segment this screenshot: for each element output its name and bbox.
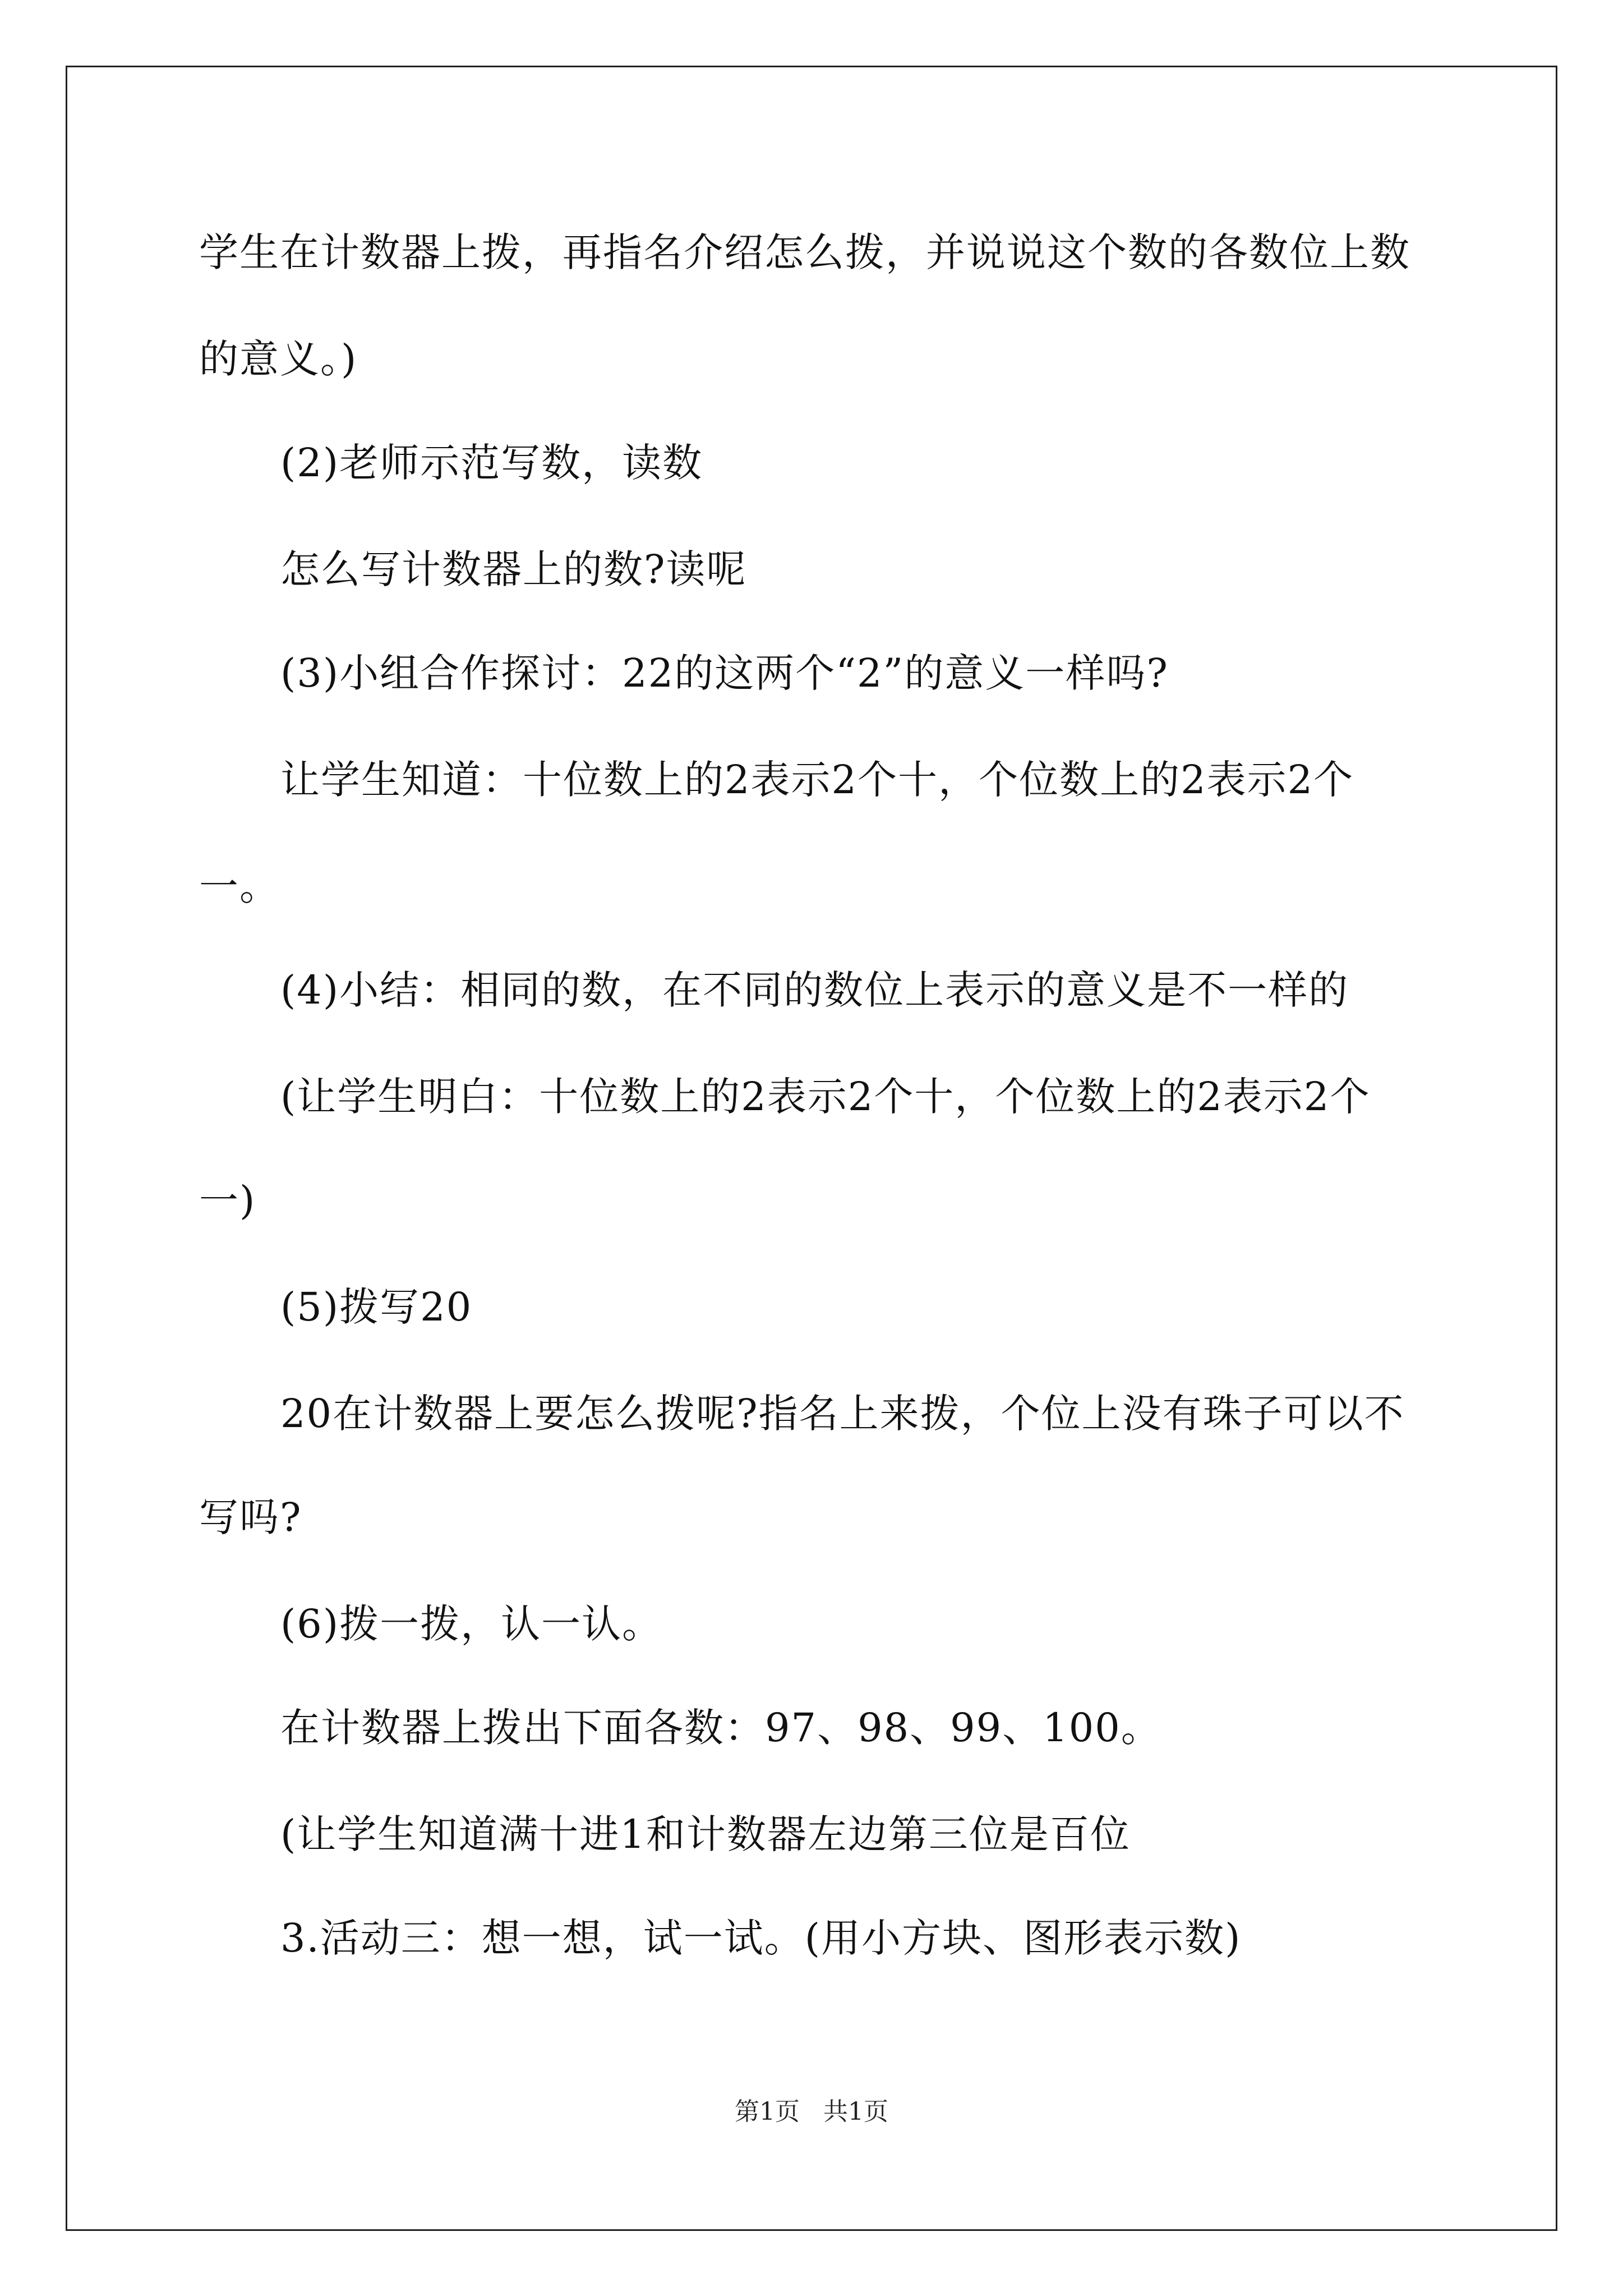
text-line: 3.活动三：想一想，试一试。(用小方块、图形表示数) <box>280 1915 1242 1961</box>
text-line: (2)老师示范写数，读数 <box>280 440 703 486</box>
text-line: 怎么写计数器上的数?读呢 <box>280 546 747 592</box>
text-line: 20在计数器上要怎么拨呢?指名上来拨，个位上没有珠子可以不 <box>280 1391 1405 1437</box>
text-line: (让学生明白：十位数上的2表示2个十，个位数上的2表示2个 <box>280 1074 1371 1120</box>
text-line: (3)小组合作探讨：22的这两个“2”的意义一样吗? <box>280 650 1169 696</box>
text-line: 一) <box>199 1177 256 1223</box>
text-line: (4)小结：相同的数，在不同的数位上表示的意义是不一样的 <box>280 967 1349 1013</box>
text-line: 学生在计数器上拨，再指名介绍怎么拨，并说说这个数的各数位上数 <box>199 229 1410 275</box>
page-border <box>66 66 1557 2231</box>
text-line: (让学生知道满十进1和计数器左边第三位是百位 <box>280 1811 1131 1857</box>
text-line: 让学生知道：十位数上的2表示2个十，个位数上的2表示2个 <box>280 757 1354 803</box>
text-line: 的意义。) <box>199 336 358 382</box>
text-line: (5)拨写20 <box>280 1284 473 1330</box>
page-number-footer: 第1页 共1页 <box>735 2097 888 2126</box>
text-line: 在计数器上拨出下面各数：97、98、99、100。 <box>280 1705 1161 1751</box>
text-line: 一。 <box>199 863 280 909</box>
text-line: 写吗? <box>199 1494 302 1540</box>
text-line: (6)拨一拨，认一认。 <box>280 1601 663 1647</box>
